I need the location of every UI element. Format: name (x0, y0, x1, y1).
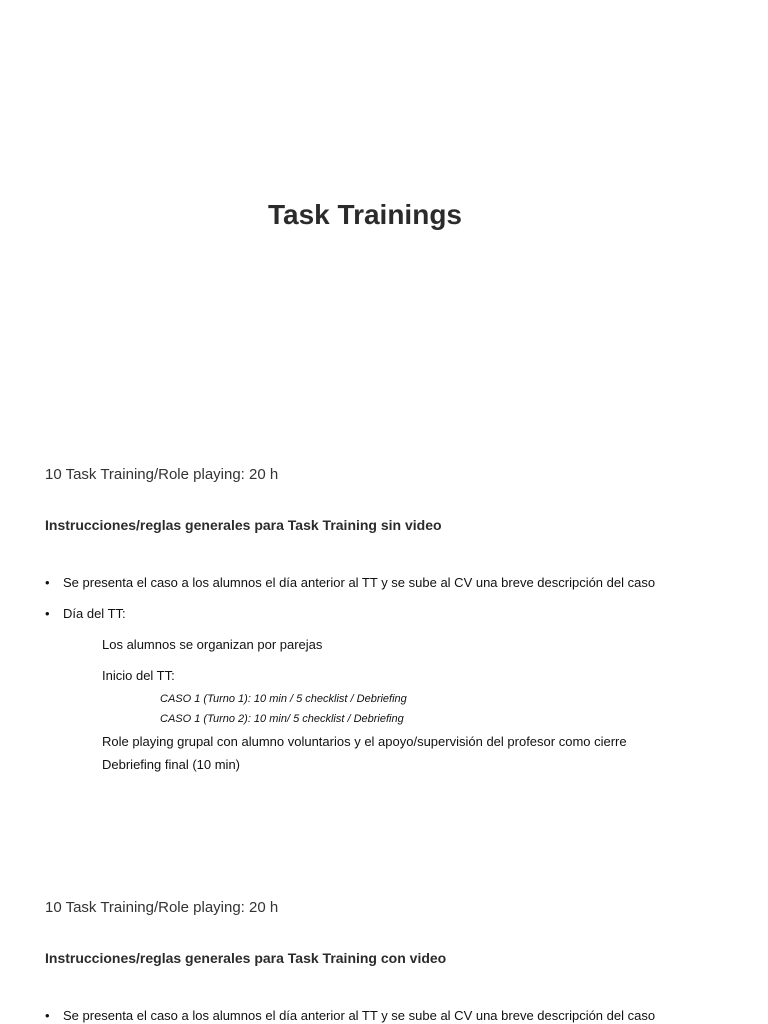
list-item (45, 1008, 655, 1023)
bullet-marker: • (45, 1008, 50, 1023)
section-subtitle: Instrucciones/reglas generales para Task Training sin video (45, 517, 442, 533)
closing-item: Role playing grupal con alumno voluntarios y el apoyo/supervisión del profesor como cierre (102, 734, 627, 749)
case-item: CASO 1 (Turno 2): 10 min/ 5 checklist / Debriefing (160, 713, 404, 725)
sub-item: Inicio del TT: (102, 668, 175, 683)
section-header: 10 Task Training/Role playing: 20 h (45, 466, 279, 483)
list-item (45, 606, 126, 621)
list-item-text: Día del TT: (63, 606, 126, 621)
section-subtitle: Instrucciones/reglas generales para Task Training con video (45, 950, 447, 966)
sub-item: Los alumnos se organizan por parejas (102, 637, 323, 652)
case-item: CASO 1 (Turno 1): 10 min / 5 checklist / Debriefing (160, 693, 407, 705)
list-item-text: Se presenta el caso a los alumnos el día anterior al TT y se sube al CV una breve descripción del caso (63, 575, 656, 590)
list-item (45, 575, 655, 590)
section-header: 10 Task Training/Role playing: 20 h (45, 899, 279, 916)
list-item-text: Se presenta el caso a los alumnos el día anterior al TT y se sube al CV una breve descripción del caso (63, 1008, 656, 1023)
bullet-marker: • (45, 575, 50, 590)
closing-item: Debriefing final (10 min) (102, 757, 241, 772)
page-title: Task Trainings (268, 199, 462, 230)
bullet-marker: • (45, 606, 50, 621)
